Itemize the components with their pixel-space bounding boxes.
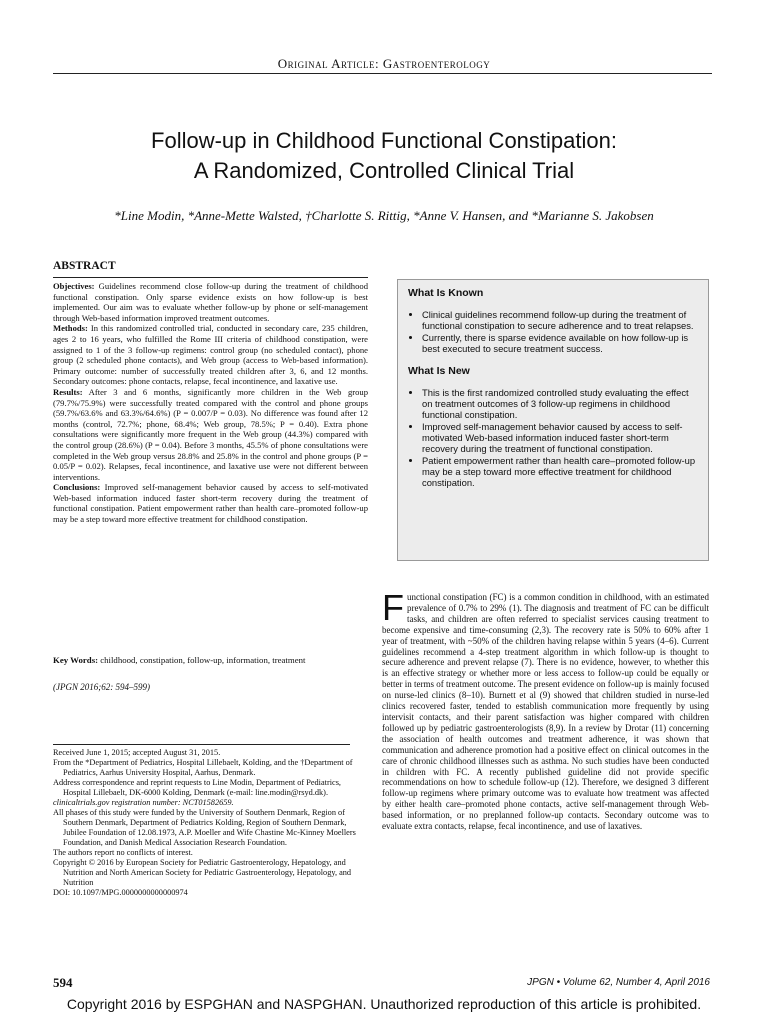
abstract-heading: ABSTRACT bbox=[53, 260, 116, 272]
copyright-notice: Copyright 2016 by ESPGHAN and NASPGHAN. Unauthorized reproduction of this article is prohibited. bbox=[66, 996, 702, 1012]
results-text: After 3 and 6 months, significantly more children in the Web group (79.7%/75.9%) were successfully treated compared with the control and phone groups (59.7%/63.6% and 63.3%/64.6%) (P = 0.007/P = 0.03). No difference was found after 12 months (control, 72.7%; phone, 68.4%; Web group, 78.5%; P = 0.40). Extra phone consultations were significantly more frequent in the Web group (44.3%) compared with the control group (28.6%) (P = 0.04). Before 3 months, 45.5% of phone consultations were completed in the Web group versus 28.8% and 25.8% in the control and phone groups (P = 0.05/P = 0.02). Relapses, fecal incontinence, and laxative use were not different between interventions. bbox=[53, 386, 368, 482]
footnote-funding: All phases of this study were funded by the University of Southern Denmark, Region of Southern Denmark, Department of Pediatrics Kolding, Region of Southern Denmark, Jubilee Foundation of 12.08.1973, A.P. Moeller and Wife Chastine Mc-Kinney Moellers Foundation, and Danish Medical Association Research Foundation. bbox=[53, 808, 356, 847]
header-rule bbox=[53, 73, 712, 74]
known-list bbox=[408, 309, 698, 354]
section-header: Original Article: Gastroenterology bbox=[277, 56, 491, 71]
list-item: • Improved self-management behavior caused by access to self-motivated Web-based information induced faster short-term recovery during the treatment of functional constipation. bbox=[422, 421, 698, 454]
methods-text: In this randomized controlled trial, conducted in secondary care, 235 children, ages 2 to 16 years, who fulfilled the Rome III criteria of childhood constipation, were assigned to 1 of the 3 follow-up regimens: control group (no scheduled contact), phone group (2 scheduled phone contacts), and Web group (access to Web-based information). Primary outcome: number of successfully treated children after 3, 6, and 12 months. Secondary outcomes: phone contacts, relapse, fecal incontinence, and laxative use. bbox=[53, 323, 368, 387]
article-title bbox=[40, 126, 728, 186]
footnote-correspondence: Address correspondence and reprint requests to Line Modin, Department of Pediatrics, Hospital Lillebaelt, DK-6000 Kolding, Denmark (e-mail: line.modin@rsyd.dk). bbox=[53, 778, 342, 797]
abstract-objectives bbox=[53, 281, 368, 323]
list-item: • Patient empowerment rather than health care–promoted follow-up may be a step toward more effective treatment for childhood constipation. bbox=[422, 455, 698, 488]
footnote-registration: clinicaltrials.gov registration number: NCT01582659. bbox=[53, 798, 234, 807]
conclusions-text: Improved self-management behavior caused by access to self-motivated Web-based information induced faster short-term recovery during the treatment of functional constipation. Patient empowerment rather than health care–promoted follow-up may be a step toward more effective treatment for childhood constipation. bbox=[53, 482, 368, 525]
footnote-conflicts: The authors report no conflicts of interest. bbox=[53, 848, 193, 857]
page-number: 594 bbox=[53, 975, 73, 990]
key-points-box bbox=[397, 279, 709, 561]
abstract-conclusions bbox=[53, 482, 368, 524]
footnote-received: Received June 1, 2015; accepted August 31, 2015. bbox=[53, 748, 221, 757]
new-list bbox=[408, 387, 698, 488]
conclusions-label: Conclusions: bbox=[53, 482, 101, 493]
intro-text: unctional constipation (FC) is a common condition in childhood, with an estimated prevalence of 0.7% to 29% (1). The diagnosis and treatment of FC can be difficult tasks, and children are often referred to specialist services causing treatment to become expensive and time-consuming (2,3). The recovery rate is 50% to 60% after 1 year of treatment, with ~50% of the children having relapse within 5 years (4–6). Current guidelines recommend a 4-step treatment algorithm in which follow-up is thought to secure adherence and prevent relapse (7). There is no evidence, however, to whether this is an effective strategy or whether more or less access to follow-up could be equally or better in terms of treatment outcome. The present evidence on follow-up is mainly focused on nurse-led clinics (8–10). Burnett et al (9) showed that children studied in nurse-led clinics recovered faster, tended to establish communication more frequently by using intervisit contacts, and their parent satisfaction was higher compared with children followed up by pediatric gastroenterologists (8,9). In a review by Drotar (11) concerning the association of health outcomes and treatment adherence, it was shown that communication and adherence promotion had a positive effect on clinical outcomes in the care of chronic childhood illnesses such as asthma. No such studies have been conducted in children with FC. A recently published guideline did not provide specific recommendations on how to schedule follow-up (12). Therefore, we designed 3 different follow-up regimens where primary outcome was to evaluate how treatment was affected by either health care–promoted phone contacts, active self-management through Web-based information, or no preplanned follow-up contacts. Secondary outcome was to evaluate extra contacts, relapse, fecal incontinence, and use of laxatives. bbox=[382, 592, 709, 832]
list-item: • This is the first randomized controlled study evaluating the effect on treatment outcomes of 3 follow-up regimens in childhood functional constipation. bbox=[422, 387, 698, 420]
footnote-copyright: Copyright © 2016 by European Society for Pediatric Gastroenterology, Hepatology, and Nutrition and North American Society for Pediatric Gastroenterology, Hepatology, and Nutrition bbox=[53, 858, 352, 887]
body-text bbox=[382, 587, 709, 832]
intro-paragraph bbox=[382, 587, 709, 832]
footnote-doi: DOI: 10.1097/MPG.0000000000000974 bbox=[53, 888, 188, 897]
citation: (JPGN 2016;62: 594–599) bbox=[53, 682, 150, 692]
new-heading: What Is New bbox=[408, 365, 470, 377]
footnotes bbox=[53, 748, 368, 898]
known-heading: What Is Known bbox=[408, 287, 484, 299]
abstract-methods bbox=[53, 323, 368, 387]
author-list: *Line Modin, *Anne-Mette Walsted, †Charlotte S. Rittig, *Anne V. Hansen, and *Marianne S. Jakobsen bbox=[114, 208, 654, 223]
abstract-results bbox=[53, 387, 368, 482]
methods-label: Methods: bbox=[53, 323, 88, 334]
keywords-text: childhood, constipation, follow-up, information, treatment bbox=[98, 655, 306, 665]
list-item: • Clinical guidelines recommend follow-up during the treatment of functional constipation to secure adherence and to treat relapses. bbox=[422, 309, 698, 331]
title-line-1: Follow-up in Childhood Functional Constipation: bbox=[151, 128, 617, 153]
title-line-2: A Randomized, Controlled Clinical Trial bbox=[193, 158, 575, 183]
abstract-body bbox=[53, 277, 368, 525]
keywords-label: Key Words: bbox=[53, 655, 99, 665]
list-item: • Currently, there is sparse evidence available on how follow-up is best executed to secure treatment success. bbox=[422, 332, 698, 354]
objectives-label: Objectives: bbox=[53, 281, 95, 291]
footnote-rule bbox=[53, 744, 350, 745]
footnote-affiliations: From the *Department of Pediatrics, Hospital Lillebaelt, Kolding, and the †Department of Pediatrics, Aarhus University Hospital, Aarhus, Denmark. bbox=[53, 758, 353, 777]
journal-info: JPGN • Volume 62, Number 4, April 2016 bbox=[527, 977, 710, 988]
objectives-text: Guidelines recommend close follow-up during the treatment of childhood functional constipation. Only sparse evidence exists on how follow-up is best implemented. Our aim was to evaluate whether follow-up by phone or self-management through Web-based information improved treatment outcomes. bbox=[53, 281, 368, 323]
results-label: Results: bbox=[53, 386, 83, 397]
drop-cap: F bbox=[382, 587, 404, 628]
keywords bbox=[53, 655, 368, 665]
